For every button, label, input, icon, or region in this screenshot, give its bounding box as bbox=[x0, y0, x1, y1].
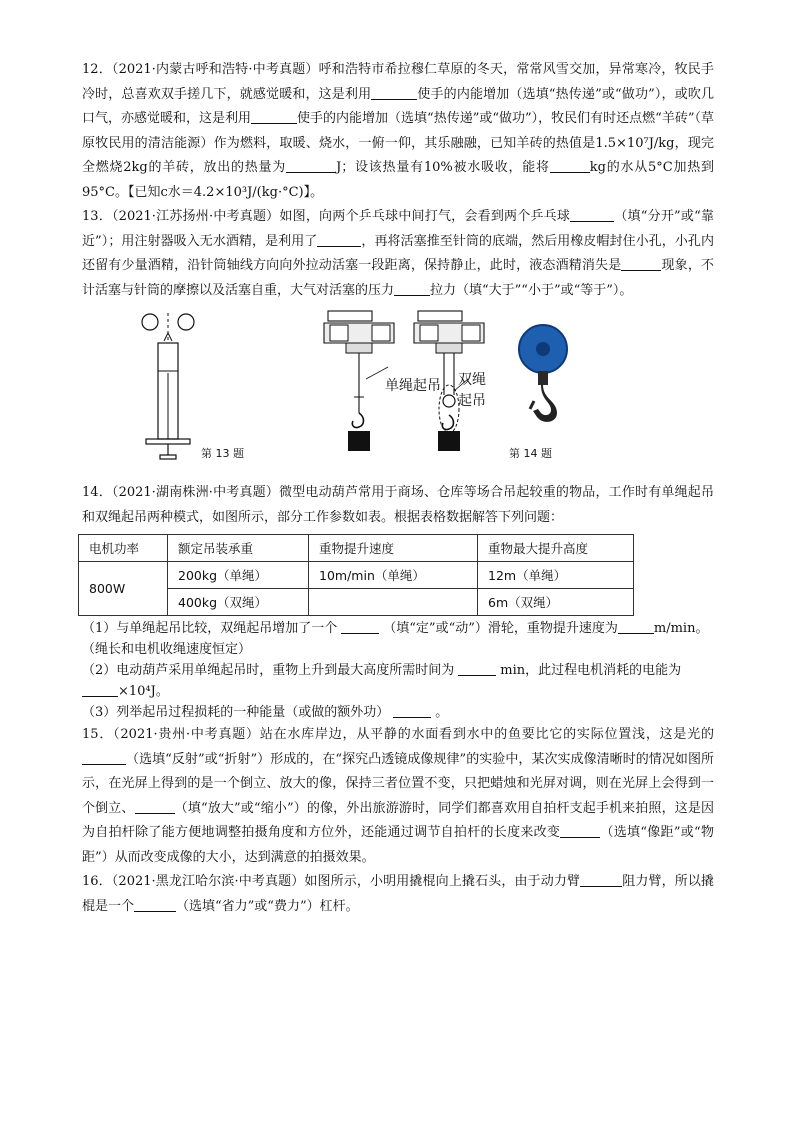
table-header-row bbox=[79, 535, 634, 562]
q14-sub-3-text-b: 。 bbox=[435, 705, 449, 720]
table-cell: 10m/min（单绳） bbox=[309, 562, 478, 589]
parameters-table bbox=[78, 534, 634, 616]
q16-blank-2[interactable] bbox=[134, 897, 176, 912]
ping-pong-ball-left bbox=[142, 314, 158, 330]
q13-blank-1[interactable] bbox=[570, 207, 614, 222]
figures-row bbox=[82, 309, 714, 477]
q13-blank-2[interactable] bbox=[317, 232, 361, 247]
table-cell: 400kg（双绳） bbox=[168, 589, 309, 616]
q12-text-1: 12．（2021·内蒙古呼和浩特·中考真题）呼和浩特市希拉穆仁草原的冬天，常常风雪交加，异常寒冷，牧民手冷时，总喜欢双手搓几下，就感觉暖和，这是利用 bbox=[82, 62, 714, 102]
q12-text-2: 使手的内能增加（选填“热传递”或“做功”），或吹几口气，亦感觉暖和，这是利用 bbox=[82, 86, 714, 126]
ping-pong-ball-right bbox=[178, 314, 194, 330]
question-15 bbox=[82, 723, 714, 870]
q14-sub-3-text-a: （3）列举起吊过程损耗的一种能量（或做的额外功） bbox=[82, 705, 390, 720]
q13-text-2: （填“分开”或“靠近”）；用注射器吸入无水酒精，是利用了 bbox=[82, 209, 714, 249]
q15-text-2: （选填“反射”或“折射”）形成的，在“探究凸透镜成像规律”的实验中，某次实成像清晰时的情况如图所示，在光屏上得到的是一个倒立、放大的像，保持三者位置不变，只把蜡烛和光屏对调，则在光屏上会得到一个倒立、 bbox=[82, 751, 714, 816]
q13-blank-4[interactable] bbox=[394, 281, 430, 296]
q12-blank-2[interactable] bbox=[251, 109, 297, 124]
syringe-figure bbox=[136, 313, 220, 463]
q14-blank-4[interactable] bbox=[82, 682, 118, 697]
table-cell: 12m（单绳） bbox=[478, 562, 634, 589]
q13-text-5: 拉力（填“大于”“小于”或“等于”）。 bbox=[430, 282, 633, 298]
q14-sub-2 bbox=[82, 660, 714, 702]
q14-sub-2-text-a: （2）电动葫芦采用单绳起吊时，重物上升到最大高度所需时间为 bbox=[82, 663, 455, 678]
q15-blank-3[interactable] bbox=[560, 823, 600, 838]
question-16 bbox=[82, 870, 714, 919]
q12-blank-3[interactable] bbox=[286, 158, 336, 173]
q14-sub-1 bbox=[82, 618, 714, 660]
table-header-cell: 额定吊装承重 bbox=[168, 535, 309, 562]
q13-text-3: ，再将活塞推至针筒的底端，然后用橡皮帽封住小孔，小孔内还留有少量酒精，沿针筒轴线方向向外拉动活塞一段距离，保持静止，此时，液态酒精消失是 bbox=[82, 233, 714, 273]
table-cell bbox=[309, 589, 478, 616]
q12-blank-4[interactable] bbox=[550, 158, 590, 173]
table-header-cell: 重物最大提升高度 bbox=[478, 535, 634, 562]
q12-text-5: kg的水从5°C加热到95°C。【已知c水＝4.2×10³J/(kg·°C)】。 bbox=[82, 160, 714, 200]
question-13 bbox=[82, 205, 714, 303]
figure-14-caption: 第 14 题 bbox=[509, 447, 552, 460]
label-single-rope: 单绳起吊 bbox=[385, 378, 441, 394]
q16-text-2: 阻力臂，所以撬棍是一个 bbox=[82, 874, 714, 914]
q16-text-3: （选填“省力”或“费力”）杠杆。 bbox=[176, 898, 359, 914]
q14-blank-2[interactable] bbox=[618, 619, 654, 634]
q13-blank-3[interactable] bbox=[621, 256, 661, 271]
q13-text-1: 13．（2021·江苏扬州·中考真题）如图，向两个乒乓球中间打气，会看到两个乒乓球 bbox=[82, 209, 571, 224]
table-cell: 200kg（单绳） bbox=[168, 562, 309, 589]
q15-text-1: 15．（2021·贵州·中考真题）站在水库岸边，从平静的水面看到水中的鱼要比它的实际位置浅，这是光的 bbox=[82, 727, 714, 742]
question-14-intro: 14．（2021·湖南株洲·中考真题）微型电动葫芦常用于商场、仓库等场合吊起较重的物品，工作时有单绳起吊和双绳起吊两种模式，如图所示，部分工作参数如表。根据表格数据解答下列问题： bbox=[82, 485, 714, 525]
q15-blank-2[interactable] bbox=[135, 799, 175, 814]
blue-hook-figure bbox=[514, 319, 572, 429]
table-cell-power: 800W bbox=[79, 562, 168, 616]
q14-blank-5[interactable] bbox=[393, 703, 431, 718]
q14-blank-1[interactable] bbox=[341, 619, 379, 634]
question-12 bbox=[82, 58, 714, 205]
table-row bbox=[79, 562, 634, 589]
label-double-rope-2: 起吊 bbox=[458, 393, 486, 409]
q13-text-4: 现象，不计活塞与针筒的摩擦以及活塞自重，大气对活塞的压力 bbox=[82, 258, 714, 298]
q12-text-3: 使手的内能增加（选填“热传递”或“做功”），牧民们有时还点燃“羊砖”（草原牧民用的清洁能源）作为燃料，取暖、烧水，一俯一仰，其乐融融，已知羊砖的热值是1.5×10⁷J/kg，现完全燃烧2kg的羊砖，放出的热量为 bbox=[82, 111, 714, 175]
q15-text-4: （选填“像距”或“物距”）从而改变成像的大小，达到满意的拍摄效果。 bbox=[82, 825, 714, 865]
q14-sub-2-text-c: ×10⁴J。 bbox=[118, 684, 169, 699]
q12-text-4: J；设该热量有10%被水吸收，能将 bbox=[336, 160, 550, 175]
q14-sub-1-text-c: m/min。（绳长和电机收绳速度恒定） bbox=[82, 621, 709, 657]
table-header-cell: 电机功率 bbox=[79, 535, 168, 562]
q14-sub-2-text-b: min，此过程电机消耗的电能为 bbox=[500, 663, 682, 678]
figure-13-caption: 第 13 题 bbox=[201, 447, 244, 460]
q15-text-3: （填“放大”或“缩小”）的像，外出旅游游时，同学们都喜欢用自拍杆支起手机来拍照，这是因为自拍杆除了能方便地调整拍摄角度和方位外，还能通过调节自拍杆的长度来改变 bbox=[82, 800, 714, 840]
q14-sub-1-text-a: （1）与单绳起吊比较，双绳起吊增加了一个 bbox=[82, 621, 338, 636]
label-double-rope-1: 双绳 bbox=[458, 372, 486, 388]
q14-sub-1-text-b: （填“定”或“动”）滑轮，重物提升速度为 bbox=[383, 621, 618, 636]
q16-blank-1[interactable] bbox=[580, 872, 622, 887]
q14-sub-3 bbox=[82, 702, 714, 723]
q16-text-1: 16．（2021·黑龙江哈尔滨·中考真题）如图所示，小明用撬棍向上撬石头，由于动力臂 bbox=[82, 874, 581, 889]
table-cell: 6m（双绳） bbox=[478, 589, 634, 616]
q15-blank-1[interactable] bbox=[82, 750, 126, 765]
worksheet-page bbox=[82, 58, 714, 919]
q12-blank-1[interactable] bbox=[371, 85, 417, 100]
single-rope-hoist bbox=[324, 311, 394, 451]
q14-blank-3[interactable] bbox=[458, 661, 496, 676]
table-header-cell: 重物提升速度 bbox=[309, 535, 478, 562]
